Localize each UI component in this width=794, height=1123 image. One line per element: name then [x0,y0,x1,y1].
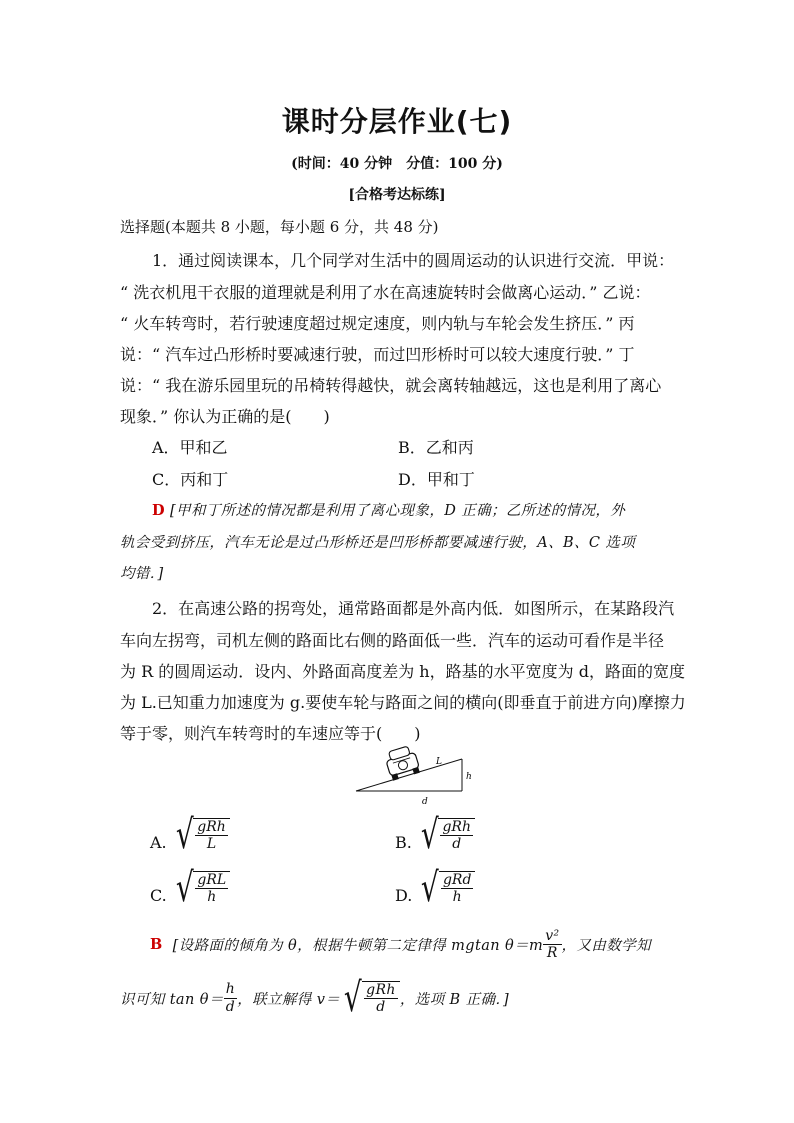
q1-option-a: A．甲和乙 [152,438,228,457]
section-heading: [合格考达标练] [348,187,446,203]
q2-line-5: 等于零，则汽车转弯时的车速应等于( ) [120,724,421,743]
q1-line-2: “ 洗衣机甩干衣服的道理就是利用了水在高速旋转时会做离心运动．” 乙说： [120,283,651,302]
q2-answer-text-2c: ，选项 B 正确．] [399,991,510,1008]
q2-answer-text-2a: 识可知 tan θ＝ [120,991,224,1008]
q1-option-c: C．丙和丁 [152,470,229,489]
q2-option-b-sqrt: √ $\frac{\text{gRh}}{d}$ [417,815,475,855]
q1-line-5: 说：“ 我在游乐园里玩的吊椅转得越快，就会离转轴越远，这也是利用了离心 [120,376,662,395]
banked-road-figure [350,745,480,807]
q2-answer-text-1-tail: ，又由数学知 [561,938,651,955]
q1-line-1: 1．通过阅读课本，几个同学对生活中的圆周运动的认识进行交流．甲说： [152,251,675,270]
q1-answer-text-1: [甲和丁所述的情况都是利用了离心现象，D 正确；乙所述的情况，外 [170,503,626,519]
q2-option-c-sqrt: √ $\frac{\text{gRL}}{h}$ [172,868,230,908]
q1-answer-letter: D [152,502,165,519]
label-L: L [436,757,442,767]
q2-option-a-letter: A. [150,833,167,852]
q2-answer-line-2 [120,975,510,1021]
car-icon [384,745,421,781]
q2-answer-text-2b: ，联立解得 v＝ [237,991,341,1008]
q2-answer-text-1: [设路面的倾角为 θ，根据牛顿第二定律得 mgtan θ＝m [172,938,544,955]
q2-answer-fraction-2: $\frac{h}{d}$ [225,981,236,1015]
q1-line-6: 现象．” 你认为正确的是( ) [120,407,330,426]
q2-option-d-letter: D. [395,886,413,905]
q2-line-3: 为 R 的圆周运动．设内、外路面高度差为 h，路基的水平宽度为 d，路面的宽度 [120,662,685,681]
q2-option-b [395,812,475,858]
q2-option-a-sqrt: √ $\frac{\text{gRh}}{L}$ [172,815,230,855]
q2-line-4: 为 L.已知重力加速度为 g.要使车轮与路面之间的横向(即垂直于前进方向)摩擦力 [120,693,686,712]
q2-option-c [150,865,230,911]
q1-answer-line-1 [152,499,625,520]
question-intro: 选择题(本题共 8 小题，每小题 6 分，共 48 分) [120,218,439,236]
q2-option-d-sqrt: √ $\frac{\text{gRd}}{h}$ [417,868,475,908]
q1-option-b: B．乙和丙 [398,438,474,457]
q2-option-d [395,865,475,911]
q1-line-4: 说：“ 汽车过凸形桥时要减速行驶，而过凹形桥时可以较大速度行驶．” 丁 [120,345,635,364]
q1-line-3: “ 火车转弯时，若行驶速度超过规定速度，则内轨与车轮会发生挤压．” 丙 [120,314,635,333]
time-score-info: (时间：40 分钟 分值：100 分) [291,156,503,172]
label-d: d [422,797,428,807]
q2-line-1: 2．在高速公路的拐弯处，通常路面都是外高内低．如图所示，在某路段汽 [152,599,675,618]
label-h: h [466,772,472,782]
page-title: 课时分层作业(七) [281,105,513,138]
q1-option-d: D．甲和丁 [398,470,475,489]
q2-option-c-letter: C. [150,886,167,905]
q2-answer-sqrt: √ $\frac{\text{gRh}}{d}$ [340,978,400,1018]
q2-answer-fraction-1: $\frac{\text{v²}}{R}$ [545,928,560,962]
q2-line-2: 车向左拐弯，司机左侧的路面比右侧的路面低一些．汽车的运动可看作是半径 [120,631,665,650]
q2-option-b-letter: B. [395,833,412,852]
q2-answer-line-1 [150,928,651,961]
q1-answer-line-2: 轨会受到挤压，汽车无论是过凸形桥还是凹形桥都要减速行驶，A、B、C 选项 [120,535,636,551]
q2-option-a [150,812,230,858]
q2-answer-letter: B [150,936,163,954]
q1-answer-line-3: 均错．] [120,566,164,582]
